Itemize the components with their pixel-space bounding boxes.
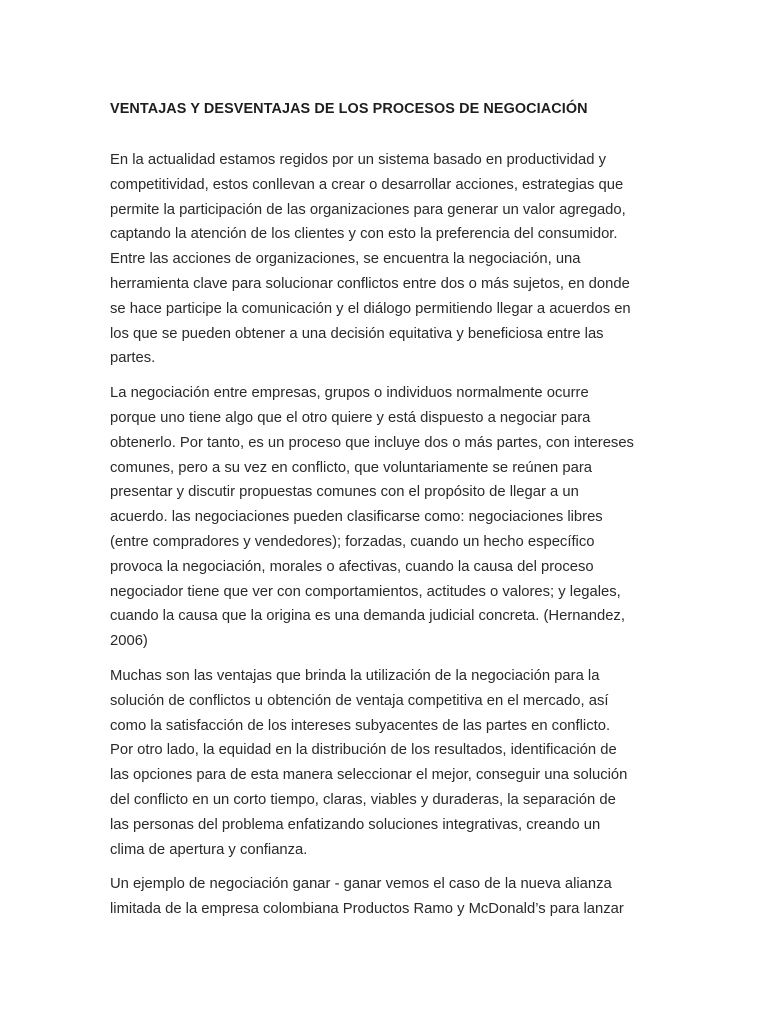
text-line: negociador tiene que ver con comportamientos, actitudes o valores; y legales,: [110, 583, 621, 600]
text-line: (entre compradores y vendedores); forzadas, cuando un hecho específico: [110, 533, 595, 550]
text-line: porque uno tiene algo que el otro quiere y está dispuesto a negociar para: [110, 409, 591, 426]
text-line: Un ejemplo de negociación ganar - ganar vemos el caso de la nueva alianza: [110, 876, 612, 893]
text-line: los que se pueden obtener a una decisión equitativa y beneficiosa entre las: [110, 325, 604, 342]
paragraph-2: [110, 381, 662, 654]
text-line: permite la participación de las organizaciones para generar un valor agregado,: [110, 201, 626, 218]
text-line: herramienta clave para solucionar conflictos entre dos o más sujetos, en donde: [110, 275, 630, 292]
text-line: las opciones para de esta manera seleccionar el mejor, conseguir una solución: [110, 767, 628, 784]
text-line: obtenerlo. Por tanto, es un proceso que incluye dos o más partes, con intereses: [110, 434, 634, 451]
text-line: comunes, pero a su vez en conflicto, que voluntariamente se reúnen para: [110, 459, 593, 476]
text-line: limitada de la empresa colombiana Productos Ramo y McDonald’s para lanzar: [110, 901, 624, 918]
text-line: provoca la negociación, morales o afectivas, cuando la causa del proceso: [110, 558, 594, 575]
text-line: Por otro lado, la equidad en la distribución de los resultados, identificación de: [110, 742, 617, 759]
text-line: como la satisfacción de los intereses subyacentes de las partes en conflicto.: [110, 717, 611, 734]
document-page: [110, 98, 662, 932]
text-line: 2006): [110, 633, 148, 650]
text-line: las personas del problema enfatizando soluciones integrativas, creando un: [110, 816, 601, 833]
text-line: cuando la causa que la origina es una demanda judicial concreta. (Hernandez,: [110, 608, 625, 625]
text-line: competitividad, estos conllevan a crear o desarrollar acciones, estrategias que: [110, 176, 624, 193]
text-line: solución de conflictos u obtención de ventaja competitiva en el mercado, así: [110, 692, 609, 709]
text-line: Entre las acciones de organizaciones, se encuentra la negociación, una: [110, 251, 581, 268]
text-line: se hace participe la comunicación y el diálogo permitiendo llegar a acuerdos en: [110, 300, 631, 317]
text-line: acuerdo. las negociaciones pueden clasificarse como: negociaciones libres: [110, 509, 603, 526]
document-title: VENTAJAS Y DESVENTAJAS DE LOS PROCESOS DE NEGOCIACIÓN: [110, 101, 588, 117]
text-line: partes.: [110, 350, 156, 367]
paragraph-1: [110, 148, 662, 371]
text-line: del conflicto en un corto tiempo, claras, viables y duraderas, la separación de: [110, 791, 616, 808]
text-line: La negociación entre empresas, grupos o individuos normalmente ocurre: [110, 385, 589, 402]
text-line: presentar y discutir propuestas comunes con el propósito de llegar a un: [110, 484, 579, 501]
paragraph-4: [110, 872, 662, 922]
text-line: captando la atención de los clientes y con esto la preferencia del consumidor.: [110, 226, 618, 243]
paragraph-3: [110, 664, 662, 862]
text-line: En la actualidad estamos regidos por un sistema basado en productividad y: [110, 152, 606, 168]
text-line: clima de apertura y confianza.: [110, 841, 308, 858]
text-line: Muchas son las ventajas que brinda la utilización de la negociación para la: [110, 667, 600, 684]
